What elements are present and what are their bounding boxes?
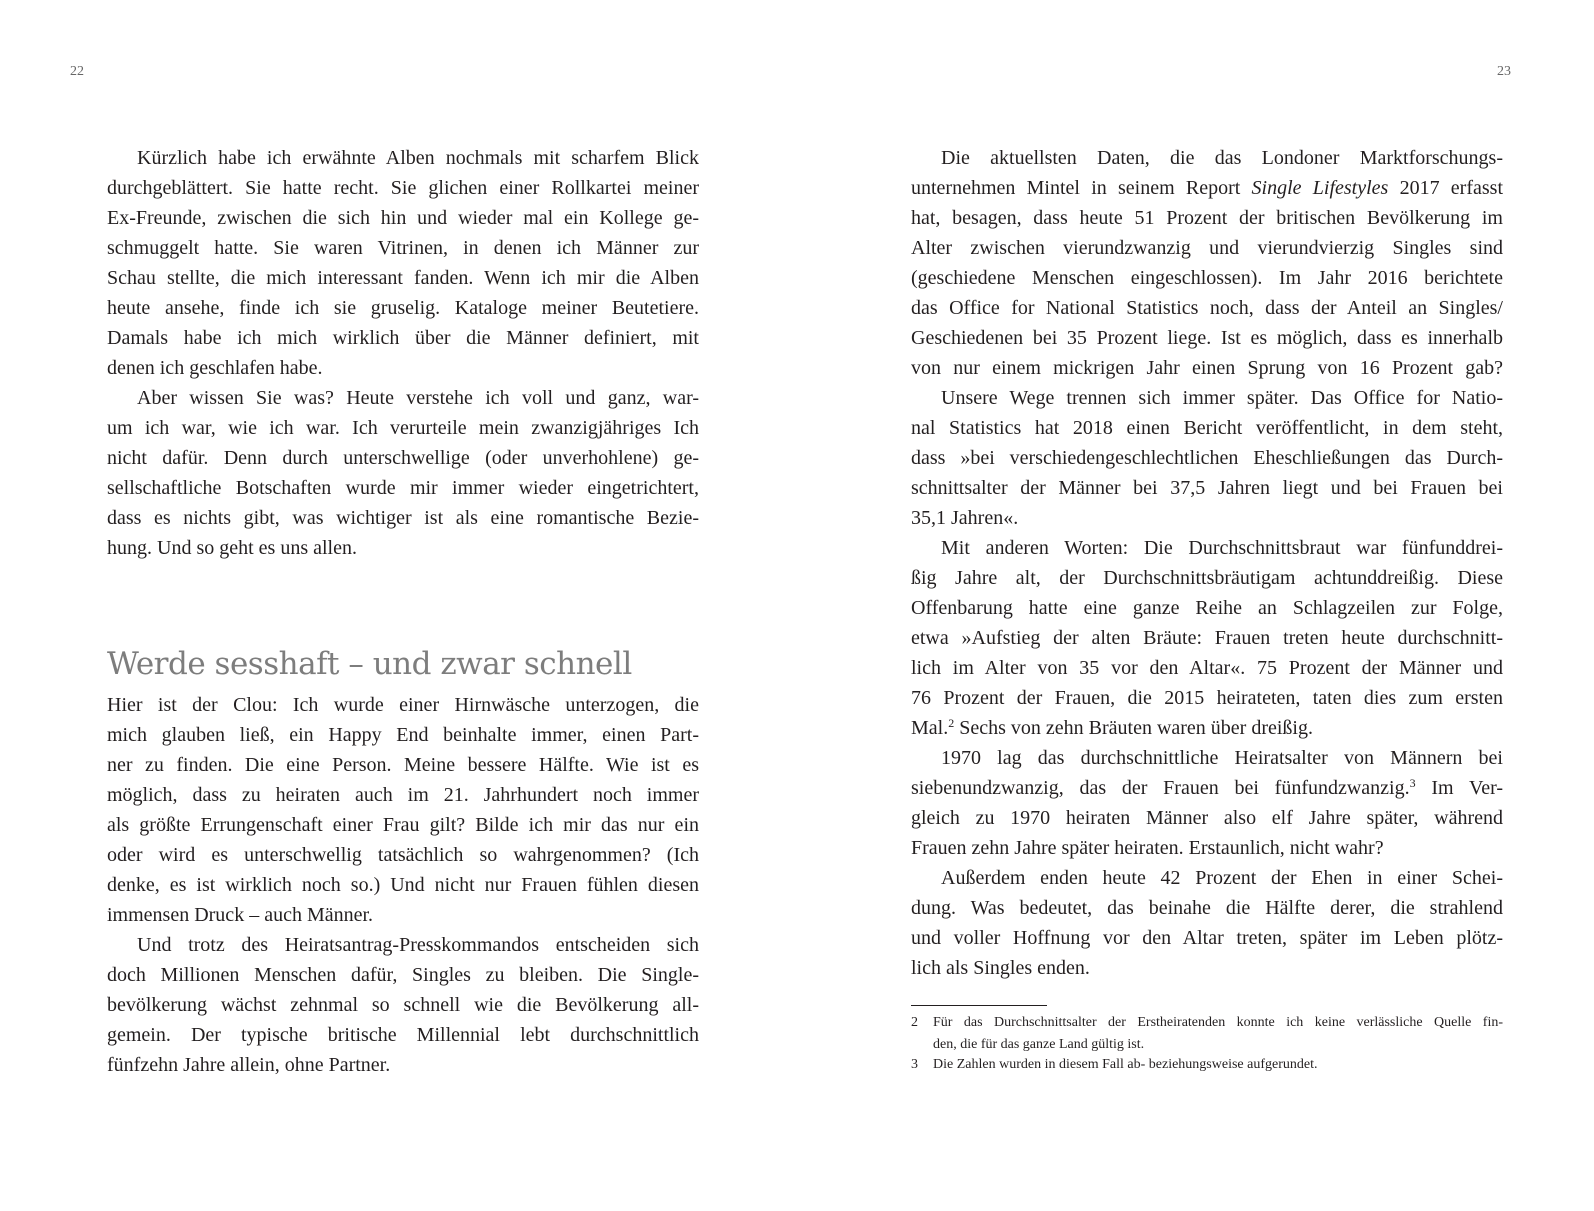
text-line: nicht dafür. Denn durch unterschwellige (oder unverhohlene) ge-	[107, 447, 699, 469]
text-line: dass es nichts gibt, was wichtiger ist als eine romantische Bezie-	[107, 507, 699, 529]
text-line: Und trotz des Heiratsantrag-Presskommandos entscheiden sich	[137, 934, 699, 956]
text-line: unternehmen Mintel in seinem Report Single Lifestyles 2017 erfasst	[911, 177, 1503, 199]
text-line: oder wird es unterschwellig tatsächlich so wahrgenommen? (Ich	[107, 844, 699, 866]
text-line: sellschaftliche Botschaften wurde mir immer wieder eingetrichtert,	[107, 477, 699, 499]
text-line: als größte Errungenschaft einer Frau gilt? Bilde ich mir das nur ein	[107, 814, 699, 836]
text-line: das Office for National Statistics noch, dass der Anteil an Singles/	[911, 297, 1503, 319]
text-line: schmuggelt hatte. Sie waren Vitrinen, in denen ich Männer zur	[107, 237, 699, 259]
footnote-2	[911, 1012, 1503, 1056]
page-number-right: 23	[1497, 64, 1511, 79]
footnote-line: Die Zahlen wurden in diesem Fall ab- beziehungsweise aufgerundet.	[933, 1057, 1318, 1072]
text-line: Schau stellte, die mich interessant fanden. Wenn ich mir die Alben	[107, 267, 699, 289]
left-page-body	[107, 143, 699, 563]
text-line: etwa »Aufstieg der alten Bräute: Frauen treten heute durchschnitt-	[911, 627, 1503, 649]
text-line: lich als Singles enden.	[911, 957, 1090, 979]
text-line: nal Statistics hat 2018 einen Bericht veröffentlicht, in dem steht,	[911, 417, 1503, 439]
text-line: Hier ist der Clou: Ich wurde einer Hirnwäsche unterzogen, die	[107, 694, 699, 716]
text-line: Geschiedenen bei 35 Prozent liege. Ist es möglich, dass es innerhalb	[911, 327, 1503, 349]
text-line: dung. Was bedeutet, das beinahe die Hälfte derer, die strahlend	[911, 897, 1503, 919]
text-line: denke, es ist wirklich noch so.) Und nicht nur Frauen fühlen diesen	[107, 874, 699, 896]
text-line: Außerdem enden heute 42 Prozent der Ehen in einer Schei-	[941, 867, 1503, 889]
page-number-left: 22	[70, 64, 84, 79]
text-line: denen ich geschlafen habe.	[107, 357, 323, 379]
footnote-3	[911, 1054, 1503, 1076]
text-line: 1970 lag das durchschnittliche Heiratsalter von Männern bei	[941, 747, 1503, 769]
text-line: siebenundzwanzig, das der Frauen bei fünfundzwanzig.$^3$ Im Ver-	[911, 776, 1503, 799]
text-line: Unsere Wege trennen sich immer später. Das Office for Natio-	[941, 387, 1503, 409]
footnote-line: den, die für das ganze Land gültig ist.	[933, 1037, 1145, 1052]
section-heading: Werde sesshaft – und zwar schnell	[107, 645, 632, 682]
text-line: Alter zwischen vierundzwanzig und vierundvierzig Singles sind	[911, 237, 1503, 259]
text-line: 35,1 Jahren«.	[911, 507, 1019, 529]
footnote-ref-2[interactable]: 2	[948, 716, 955, 730]
text-line: 76 Prozent der Frauen, die 2015 heirateten, taten dies zum ersten	[911, 687, 1503, 709]
text-line: immensen Druck – auch Männer.	[107, 904, 374, 926]
report-title: Single Lifestyles	[1251, 177, 1389, 199]
text-line: Mal.$^2$ Sechs von zehn Bräuten waren über dreißig.	[911, 716, 1313, 739]
text-line: dass »bei verschiedengeschlechtlichen Eheschließungen das Durch-	[911, 447, 1503, 469]
text-line: lich im Alter von 35 vor den Altar«. 75 Prozent der Männer und	[911, 657, 1503, 679]
text-line: um ich war, wie ich war. Ich verurteile mein zwanzigjähriges Ich	[107, 417, 699, 439]
text-line: Ex-Freunde, zwischen die sich hin und wieder mal ein Kollege ge-	[107, 207, 699, 229]
footnote-ref-3[interactable]: 3	[1409, 776, 1416, 790]
text-line: Die aktuellsten Daten, die das Londoner Marktforschungs-	[941, 147, 1503, 169]
text-line: doch Millionen Menschen dafür, Singles zu bleiben. Die Single-	[107, 964, 699, 986]
text-line: mich glauben ließ, ein Happy End beinhalte immer, einen Part-	[107, 724, 699, 746]
text-line: heute ansehe, finde ich sie gruselig. Kataloge meiner Beutetiere.	[107, 297, 699, 319]
text-line: von nur einem mickrigen Jahr einen Sprung von 16 Prozent gab?	[911, 357, 1503, 379]
text-line: und voller Hoffnung vor den Altar treten, später im Leben plötz-	[911, 927, 1503, 949]
text-line: Mit anderen Worten: Die Durchschnittsbraut war fünfunddrei-	[941, 537, 1503, 559]
text-line: Frauen zehn Jahre später heiraten. Erstaunlich, nicht wahr?	[911, 837, 1384, 859]
right-page-body	[911, 143, 1503, 983]
text-line: fünfzehn Jahre allein, ohne Partner.	[107, 1054, 391, 1076]
text-line: bevölkerung wächst zehnmal so schnell wie die Bevölkerung all-	[107, 994, 699, 1016]
text-line: Aber wissen Sie was? Heute verstehe ich voll und ganz, war-	[137, 387, 699, 409]
text-line: möglich, dass zu heiraten auch im 21. Jahrhundert noch immer	[107, 784, 699, 806]
text-line: hung. Und so geht es uns allen.	[107, 537, 357, 559]
text-line: hat, besagen, dass heute 51 Prozent der britischen Bevölkerung im	[911, 207, 1503, 229]
text-line: schnittsalter der Männer bei 37,5 Jahren liegt und bei Frauen bei	[911, 477, 1503, 499]
text-line: gleich zu 1970 heiraten Männer also elf Jahre später, während	[911, 807, 1503, 829]
text-line: Kürzlich habe ich erwähnte Alben nochmals mit scharfem Blick	[137, 147, 699, 169]
text-line: Offenbarung hatte eine ganze Reihe an Schlagzeilen zur Folge,	[911, 597, 1503, 619]
text-line: Damals habe ich mich wirklich über die Männer definiert, mit	[107, 327, 699, 349]
text-line: (geschiedene Menschen eingeschlossen). Im Jahr 2016 berichtete	[911, 267, 1503, 289]
text-line: durchgeblättert. Sie hatte recht. Sie glichen einer Rollkartei meiner	[107, 177, 699, 199]
text-line: ßig Jahre alt, der Durchschnittsbräutigam achtunddreißig. Diese	[911, 567, 1503, 589]
footnote-divider	[911, 1005, 1047, 1006]
footnote-number: 3	[911, 1057, 918, 1072]
text-line: gemein. Der typische britische Millennial lebt durchschnittlich	[107, 1024, 699, 1046]
footnote-line: Für das Durchschnittsalter der Erstheiratenden konnte ich keine verlässliche Quelle fin-	[933, 1015, 1503, 1030]
footnote-number: 2	[911, 1015, 918, 1030]
left-page-body-section	[107, 690, 699, 1080]
text-line: ner zu finden. Die eine Person. Meine bessere Hälfte. Wie ist es	[107, 754, 699, 776]
